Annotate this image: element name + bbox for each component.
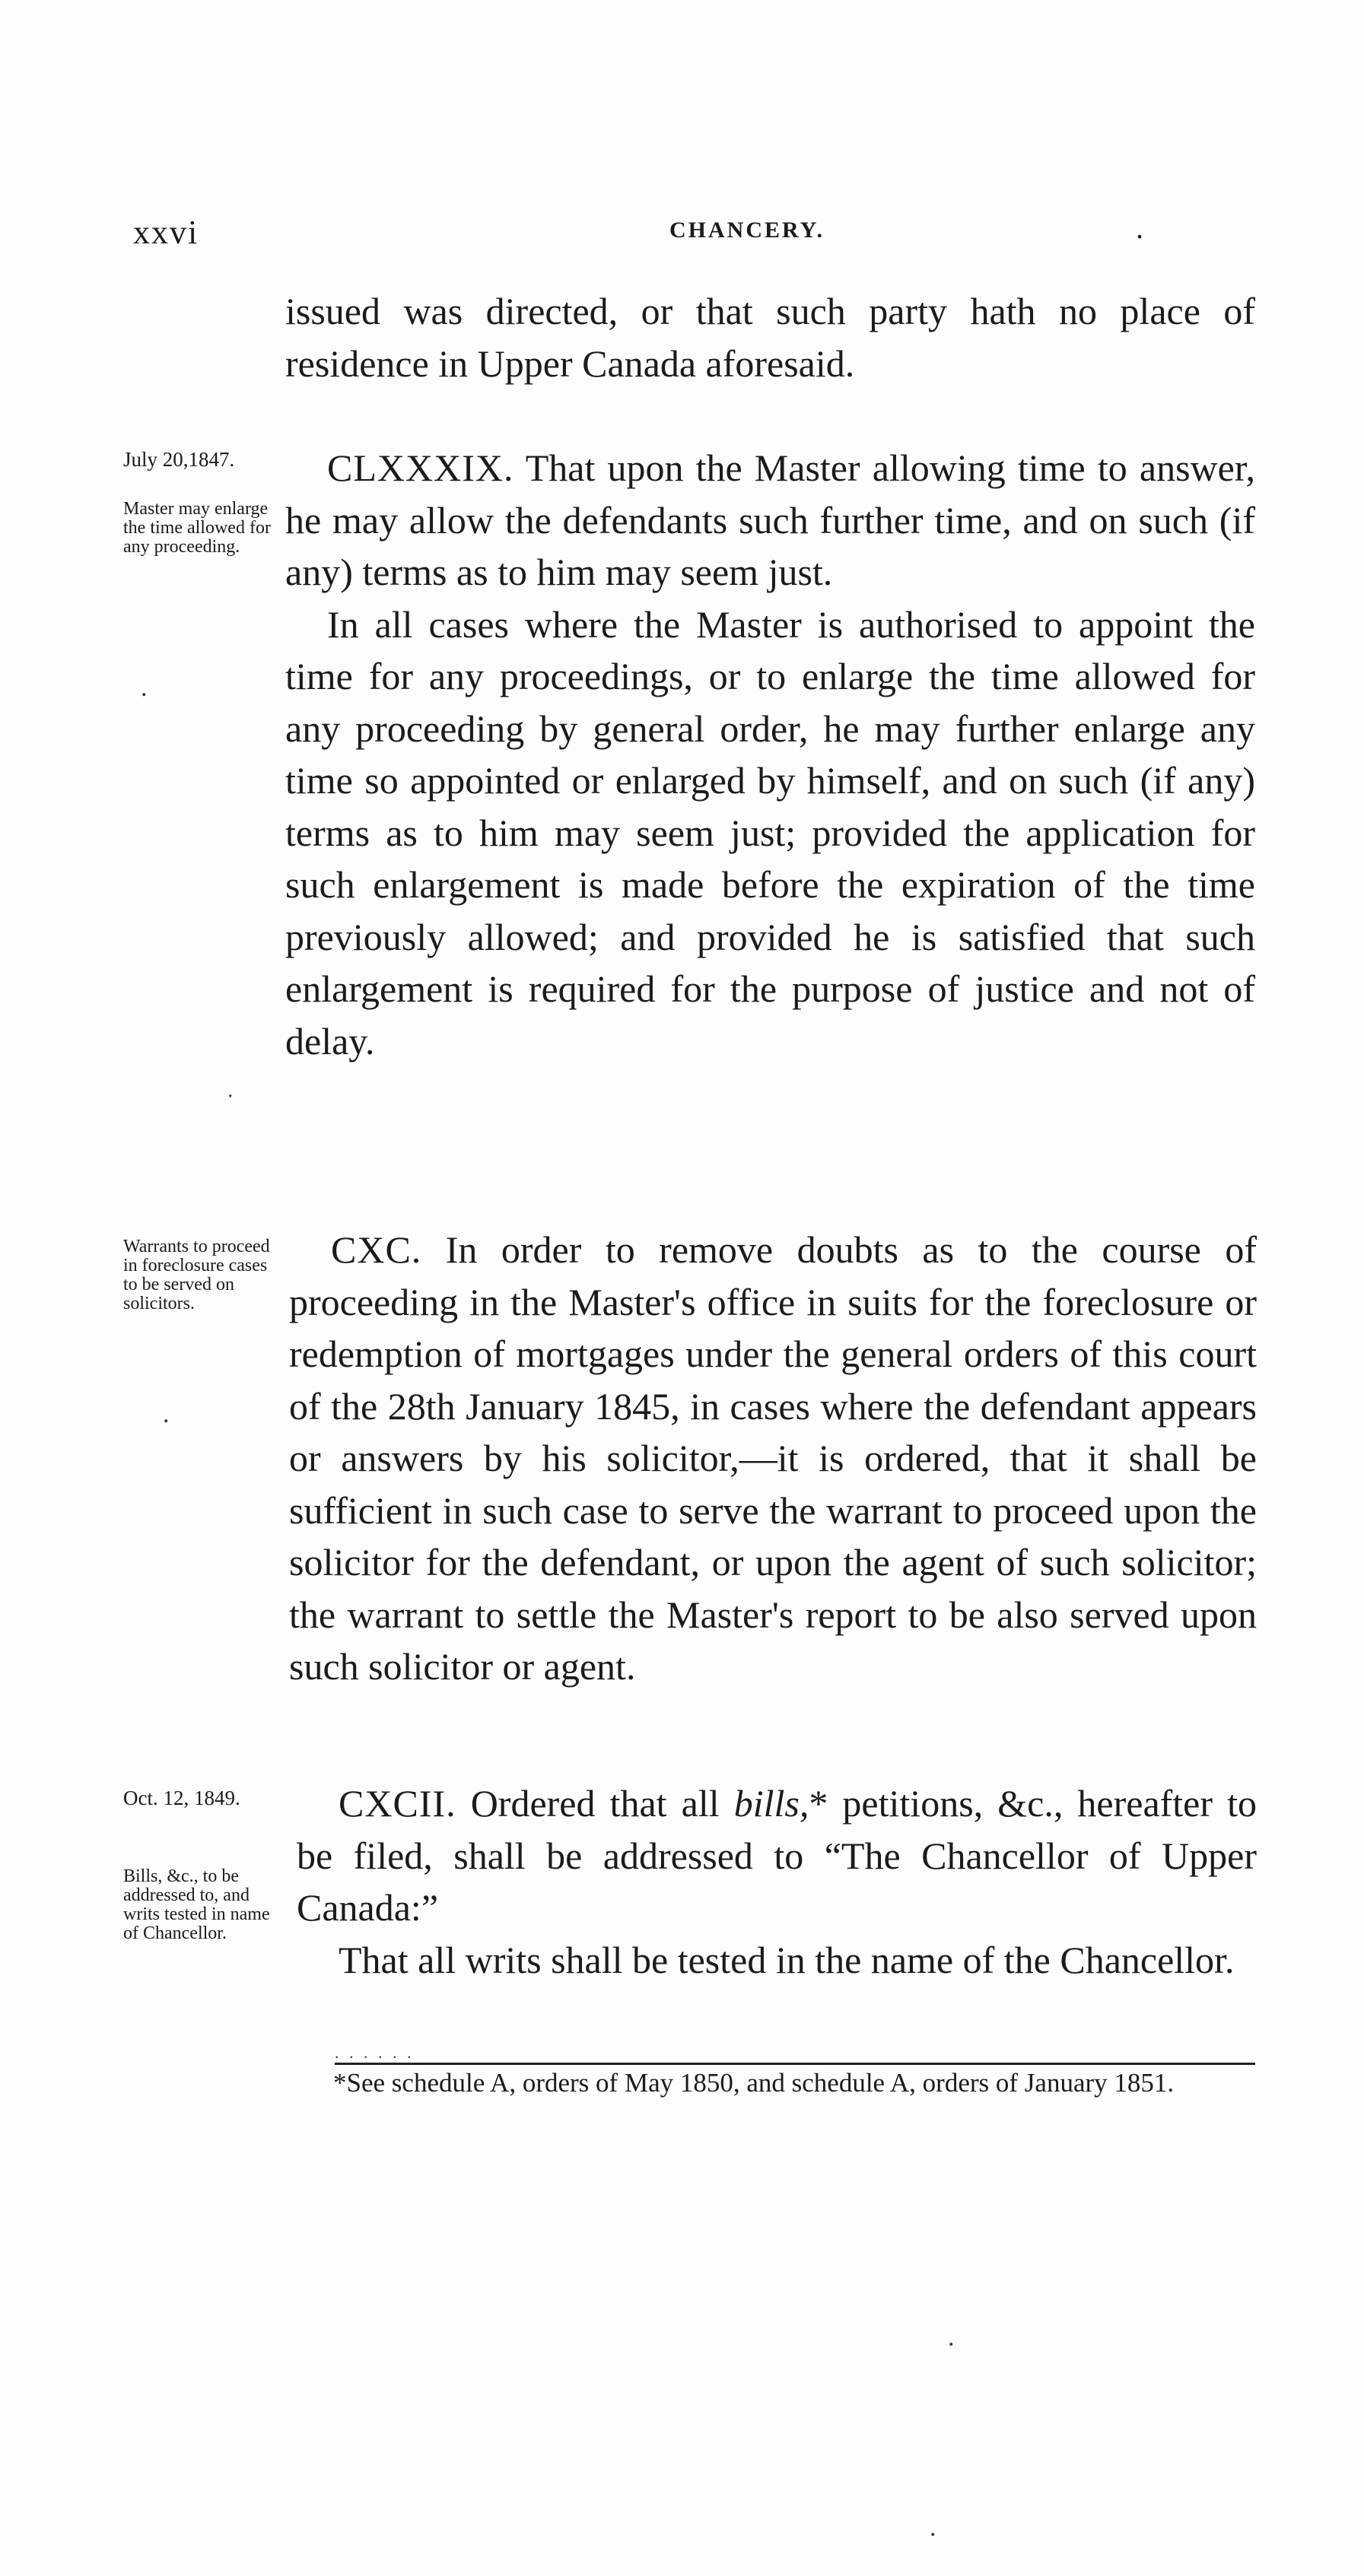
page-header xyxy=(0,213,1364,259)
order-body xyxy=(285,442,1255,1067)
side-note: Master may enlarge the time allowed for any proceeding. xyxy=(123,499,271,557)
order-text: Ordered that all xyxy=(456,1782,734,1825)
order-text: That upon the Master allowing time to answer, he may allow the defendants such further time, and on such (if any) terms as to him may seem just. xyxy=(285,446,1255,593)
order-paragraph xyxy=(285,442,1255,599)
order-number: CLXXXIX. xyxy=(327,446,514,489)
order-number: CXC. xyxy=(331,1228,422,1271)
running-title: CHANCERY. xyxy=(669,218,825,243)
page-number: xxvi xyxy=(133,214,199,251)
continuation-paragraph: issued was directed, or that such party hath no place of residence in Upper Canada aforesaid. xyxy=(285,290,1255,385)
order-date: July 20,1847. xyxy=(123,448,235,471)
stray-mark: . xyxy=(1136,211,1143,245)
stray-mark: . xyxy=(141,674,148,702)
order-paragraph-2: That all writs shall be tested in the name of the Chancellor. xyxy=(339,1938,1235,1981)
order-text: In order to remove doubts as to the course of proceeding in the Master's office in suits for the foreclosure or redemption of mortgages under the general orders of this court of the 28th January 1845, in cases where the defendant appears or answers by his solicitor,—it is ordered, that it shall be sufficient in such case to serve the warrant to proceed upon the solicitor for the defendant, or upon the agent of such solicitor; the warrant to settle the Master's report to be also served upon such solicitor or agent. xyxy=(289,1228,1257,1688)
stray-mark: . xyxy=(930,2514,936,2542)
stray-mark: . xyxy=(163,1400,170,1428)
side-note: Warrants to proceed in foreclosure cases to be served on solicitors. xyxy=(123,1237,270,1313)
stray-mark: . xyxy=(948,2323,955,2352)
footnote: *See schedule A, orders of May 1850, and schedule A, orders of January 1851. xyxy=(333,2068,1175,2098)
order-text-italic: bills, xyxy=(733,1782,809,1825)
order-body xyxy=(289,1224,1257,1693)
stray-mark: ˑ xyxy=(227,1085,234,1113)
order-paragraph-2: In all cases where the Master is authorised to appoint the time for any proceedings, or to enlarge the time allowed for any proceeding by general order, he may further enlarge any time so appointed or enlarged by himself, and on such (if any) terms as to him may seem just; provided the application for such enlargement is made before the expiration of the time previously allowed; and provided he is satisfied that such enlargement is required for the purpose of justice and not of delay. xyxy=(285,602,1255,1062)
order-paragraph xyxy=(289,1224,1257,1693)
order-paragraph xyxy=(297,1777,1257,1934)
order-number: CXCII. xyxy=(339,1782,456,1825)
side-note: Bills, &c., to be addressed to, and writs tested in name of Chancellor. xyxy=(123,1866,270,1943)
order-body xyxy=(297,1777,1257,1986)
footnote-rule xyxy=(335,2043,1255,2064)
rule-dots: . . . . . . xyxy=(335,2043,415,2062)
order-date: Oct. 12, 1849. xyxy=(123,1787,240,1809)
order-text: * petitions, &c., hereafter to be filed, shall be addressed to “The Chancellor of Upper Canada:” xyxy=(297,1782,1257,1929)
footnote-divider xyxy=(335,2063,1255,2065)
